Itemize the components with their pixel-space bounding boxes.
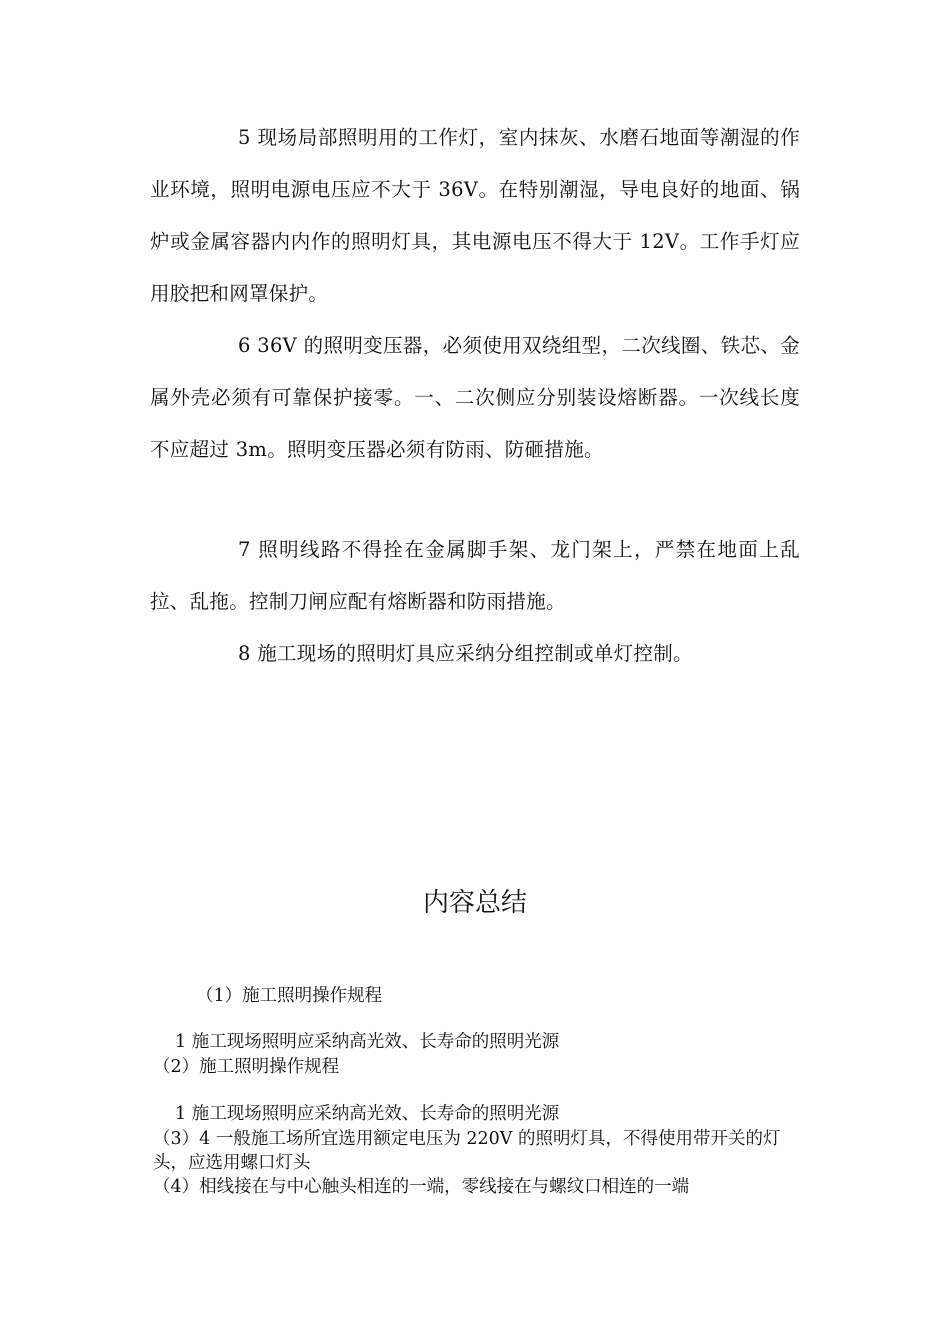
summary-item: 1 施工现场照明应采纳高光效、长寿命的照明光源 <box>175 1104 560 1124</box>
paragraph-6: 6 36V 的照明变压器，必须使用双绕组型，二次线圈、铁芯、金属外壳必须有可靠保护接零。一、二次侧应分别装设熔断器。一次线长度不应超过 3m。照明变压器必须有防雨、防砸措施。 <box>150 334 800 461</box>
summary-item: （2）施工照明操作规程 <box>153 1057 340 1077</box>
summary-title: 内容总结 <box>422 888 527 918</box>
summary-item: 1 施工现场照明应采纳高光效、长寿命的照明光源 <box>175 1032 560 1052</box>
summary-item: （3）4 一般施工场所宜选用额定电压为 220V 的照明灯具，不得使用带开关的灯头，应选用螺口灯头 <box>153 1129 781 1173</box>
paragraph-8: 8 施工现场的照明灯具应采纳分组控制或单灯控制。 <box>238 642 693 665</box>
paragraph-7: 7 照明线路不得拴在金属脚手架、龙门架上，严禁在地面上乱拉、乱拖。控制刀闸应配有熔断器和防雨措施。 <box>150 538 800 613</box>
summary-item: （4）相线接在与中心触头相连的一端，零线接在与螺纹口相连的一端 <box>153 1177 690 1197</box>
paragraph-5: 5 现场局部照明用的工作灯，室内抹灰、水磨石地面等潮湿的作业环境，照明电源电压应不大于 36V。在特别潮湿，导电良好的地面、锅炉或金属容器内内作的照明灯具，其电源电压不得大于 12V。工作手灯应用胶把和网罩保护。 <box>150 126 800 305</box>
summary-item: （1）施工照明操作规程 <box>196 986 383 1006</box>
